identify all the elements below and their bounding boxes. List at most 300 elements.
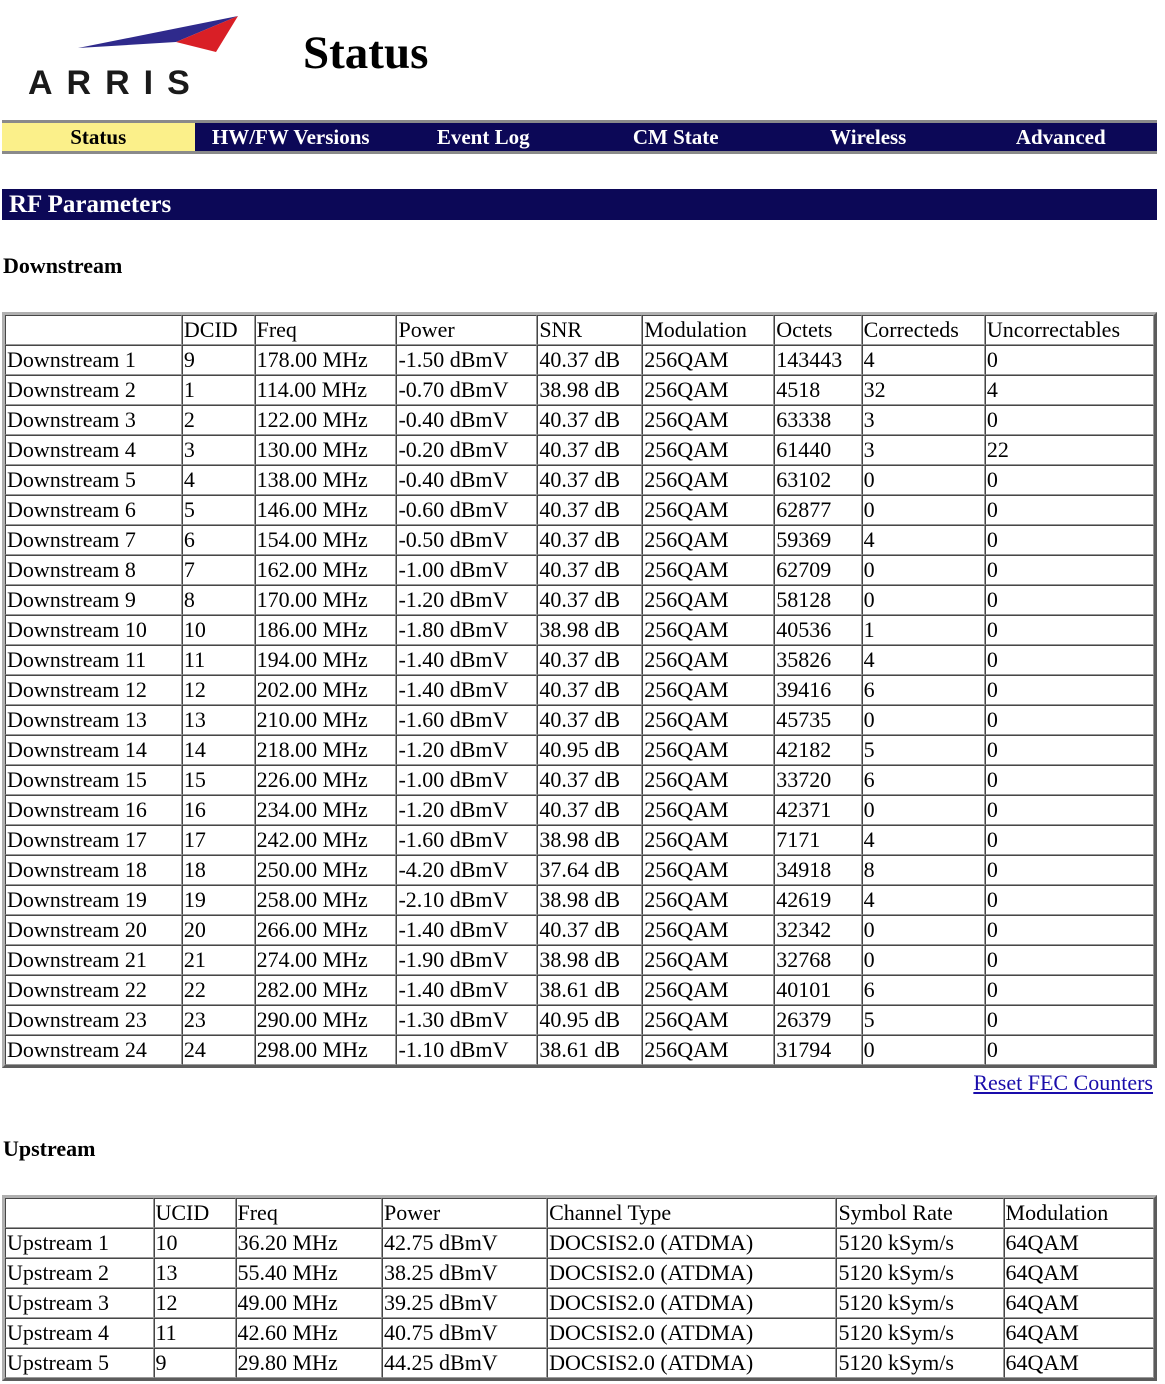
table-cell: Upstream 1 (5, 1228, 154, 1258)
table-cell: -1.20 dBmV (396, 795, 537, 825)
table-cell: 59369 (774, 525, 861, 555)
table-cell: 40536 (774, 615, 861, 645)
table-cell: Downstream 15 (5, 765, 182, 795)
table-cell: 26379 (774, 1005, 861, 1035)
table-cell: 0 (862, 915, 985, 945)
table-cell: 5120 kSym/s (836, 1318, 1003, 1348)
table-cell: 38.98 dB (537, 375, 642, 405)
table-cell: 5120 kSym/s (836, 1228, 1003, 1258)
table-cell: 0 (985, 495, 1154, 525)
table-cell: Downstream 2 (5, 375, 182, 405)
table-row (5, 765, 1154, 795)
logo-text: ARRIS (28, 64, 204, 102)
table-cell: DOCSIS2.0 (ATDMA) (547, 1228, 836, 1258)
table-cell: -0.70 dBmV (396, 375, 537, 405)
table-cell: 0 (985, 615, 1154, 645)
table-cell: Downstream 21 (5, 945, 182, 975)
table-cell: -1.60 dBmV (396, 705, 537, 735)
table-cell: 0 (985, 405, 1154, 435)
table-cell: -1.40 dBmV (396, 675, 537, 705)
table-cell: 298.00 MHz (255, 1035, 397, 1065)
table-cell: 0 (862, 795, 985, 825)
table-cell: Downstream 20 (5, 915, 182, 945)
table-cell: 4 (862, 885, 985, 915)
table-cell: 154.00 MHz (255, 525, 397, 555)
table-cell: 114.00 MHz (255, 375, 397, 405)
table-cell: -2.10 dBmV (396, 885, 537, 915)
table-cell: 250.00 MHz (255, 855, 397, 885)
table-cell: 282.00 MHz (255, 975, 397, 1005)
table-cell: 64QAM (1004, 1258, 1154, 1288)
table-cell: 0 (862, 495, 985, 525)
table-cell: 0 (985, 525, 1154, 555)
table-cell: 0 (862, 705, 985, 735)
table-cell: 256QAM (642, 525, 774, 555)
table-cell: 21 (182, 945, 255, 975)
table-row (5, 705, 1154, 735)
table-cell: 274.00 MHz (255, 945, 397, 975)
nav-wireless[interactable]: Wireless (830, 125, 907, 149)
table-cell: 32 (862, 375, 985, 405)
table-cell: 0 (985, 735, 1154, 765)
column-header: Channel Type (547, 1198, 836, 1228)
table-cell: 0 (985, 885, 1154, 915)
table-cell: 40.37 dB (537, 585, 642, 615)
table-cell: DOCSIS2.0 (ATDMA) (547, 1288, 836, 1318)
table-cell: -0.60 dBmV (396, 495, 537, 525)
table-cell: 23 (182, 1005, 255, 1035)
column-header: DCID (182, 315, 255, 345)
table-cell: 0 (862, 585, 985, 615)
table-cell: 2 (182, 405, 255, 435)
table-cell: 33720 (774, 765, 861, 795)
table-cell: 256QAM (642, 945, 774, 975)
table-cell: 61440 (774, 435, 861, 465)
table-cell: 5 (182, 495, 255, 525)
table-row (5, 915, 1154, 945)
table-cell: 256QAM (642, 345, 774, 375)
table-cell: -0.40 dBmV (396, 405, 537, 435)
table-cell: 256QAM (642, 975, 774, 1005)
table-cell: 38.61 dB (537, 1035, 642, 1065)
table-cell: 242.00 MHz (255, 825, 397, 855)
table-cell: 256QAM (642, 435, 774, 465)
table-cell: 162.00 MHz (255, 555, 397, 585)
table-cell: 256QAM (642, 1035, 774, 1065)
table-row (5, 465, 1154, 495)
table-cell: 45735 (774, 705, 861, 735)
table-cell: 0 (862, 1035, 985, 1065)
table-cell: 9 (182, 345, 255, 375)
table-cell: 64QAM (1004, 1288, 1154, 1318)
table-cell: 0 (985, 975, 1154, 1005)
table-cell: DOCSIS2.0 (ATDMA) (547, 1258, 836, 1288)
table-cell: 29.80 MHz (236, 1348, 383, 1378)
table-cell: -1.40 dBmV (396, 645, 537, 675)
table-cell: -0.20 dBmV (396, 435, 537, 465)
table-cell: Downstream 11 (5, 645, 182, 675)
table-cell: 5120 kSym/s (836, 1348, 1003, 1378)
table-cell: 4 (985, 375, 1154, 405)
table-cell: 6 (862, 765, 985, 795)
table-cell: 5120 kSym/s (836, 1288, 1003, 1318)
table-cell: 39416 (774, 675, 861, 705)
table-cell: 4518 (774, 375, 861, 405)
nav-hw-fw-versions[interactable]: HW/FW Versions (211, 125, 370, 149)
table-row (5, 615, 1154, 645)
table-cell: -1.10 dBmV (396, 1035, 537, 1065)
table-cell: 40.37 dB (537, 405, 642, 435)
table-cell: 11 (182, 645, 255, 675)
table-cell: 256QAM (642, 405, 774, 435)
table-cell: Downstream 1 (5, 345, 182, 375)
table-cell: Downstream 22 (5, 975, 182, 1005)
table-cell: 12 (182, 675, 255, 705)
nav-advanced[interactable]: Advanced (1015, 125, 1106, 149)
table-cell: 42.75 dBmV (382, 1228, 547, 1258)
table-cell: 122.00 MHz (255, 405, 397, 435)
table-cell: 170.00 MHz (255, 585, 397, 615)
table-cell: 40.37 dB (537, 915, 642, 945)
table-cell: 62877 (774, 495, 861, 525)
table-cell: 40.37 dB (537, 795, 642, 825)
table-row (5, 675, 1154, 705)
table-cell: 256QAM (642, 375, 774, 405)
table-cell: 18 (182, 855, 255, 885)
table-row (5, 495, 1154, 525)
table-cell: 256QAM (642, 915, 774, 945)
table-cell: DOCSIS2.0 (ATDMA) (547, 1318, 836, 1348)
table-cell: 218.00 MHz (255, 735, 397, 765)
table-cell: 63102 (774, 465, 861, 495)
table-cell: 11 (154, 1318, 236, 1348)
table-cell: 138.00 MHz (255, 465, 397, 495)
table-cell: Upstream 4 (5, 1318, 154, 1348)
table-cell: 40.37 dB (537, 435, 642, 465)
table-cell: 16 (182, 795, 255, 825)
table-cell: 256QAM (642, 765, 774, 795)
table-cell: 13 (182, 705, 255, 735)
table-cell: 40.95 dB (537, 735, 642, 765)
table-cell: 256QAM (642, 585, 774, 615)
nav-status[interactable]: Status (2, 123, 195, 151)
table-cell: 194.00 MHz (255, 645, 397, 675)
table-cell: 0 (985, 1035, 1154, 1065)
table-cell: Downstream 14 (5, 735, 182, 765)
table-cell: 42371 (774, 795, 861, 825)
table-cell: 0 (985, 915, 1154, 945)
table-row (5, 735, 1154, 765)
table-cell: 5 (862, 735, 985, 765)
table-cell: 8 (182, 585, 255, 615)
table-cell: 40.37 dB (537, 705, 642, 735)
table-cell: -1.40 dBmV (396, 975, 537, 1005)
table-cell: 31794 (774, 1035, 861, 1065)
table-header-row (5, 315, 1154, 345)
table-row (5, 555, 1154, 585)
table-cell: 4 (862, 825, 985, 855)
table-row (5, 1348, 1154, 1378)
table-cell: 1 (862, 615, 985, 645)
table-cell: 40.37 dB (537, 345, 642, 375)
table-cell: -1.60 dBmV (396, 825, 537, 855)
table-cell: 64QAM (1004, 1348, 1154, 1378)
table-cell: 37.64 dB (537, 855, 642, 885)
table-row (5, 825, 1154, 855)
nav-cm-state[interactable]: CM State (632, 125, 719, 149)
column-header: Power (382, 1198, 547, 1228)
table-row (5, 645, 1154, 675)
table-cell: 0 (985, 945, 1154, 975)
table-cell: 178.00 MHz (255, 345, 397, 375)
table-cell: 0 (985, 825, 1154, 855)
table-cell: 38.98 dB (537, 945, 642, 975)
column-header: Freq (255, 315, 397, 345)
table-cell: 15 (182, 765, 255, 795)
table-cell: Upstream 5 (5, 1348, 154, 1378)
table-cell: 64QAM (1004, 1228, 1154, 1258)
table-cell: 186.00 MHz (255, 615, 397, 645)
column-header: Modulation (642, 315, 774, 345)
table-cell: 3 (862, 405, 985, 435)
table-cell: 32768 (774, 945, 861, 975)
table-cell: 256QAM (642, 825, 774, 855)
table-cell: 256QAM (642, 645, 774, 675)
table-cell: -1.40 dBmV (396, 915, 537, 945)
table-cell: 63338 (774, 405, 861, 435)
table-row (5, 795, 1154, 825)
table-cell: Downstream 24 (5, 1035, 182, 1065)
table-cell: 40.37 dB (537, 645, 642, 675)
table-cell: 5 (862, 1005, 985, 1035)
table-cell: -1.90 dBmV (396, 945, 537, 975)
table-row (5, 525, 1154, 555)
column-header (5, 315, 182, 345)
table-cell: Downstream 9 (5, 585, 182, 615)
table-cell: 256QAM (642, 1005, 774, 1035)
table-cell: 3 (862, 435, 985, 465)
table-cell: 0 (985, 345, 1154, 375)
table-cell: 6 (862, 975, 985, 1005)
table-cell: -1.00 dBmV (396, 555, 537, 585)
table-cell: 226.00 MHz (255, 765, 397, 795)
table-cell: 5120 kSym/s (836, 1258, 1003, 1288)
table-cell: 256QAM (642, 615, 774, 645)
column-header: Uncorrectables (985, 315, 1154, 345)
table-cell: 24 (182, 1035, 255, 1065)
table-cell: 7171 (774, 825, 861, 855)
table-row (5, 1258, 1154, 1288)
table-cell: -1.50 dBmV (396, 345, 537, 375)
table-cell: 0 (862, 945, 985, 975)
table-cell: DOCSIS2.0 (ATDMA) (547, 1348, 836, 1378)
table-cell: 62709 (774, 555, 861, 585)
table-cell: -0.40 dBmV (396, 465, 537, 495)
table-cell: 0 (985, 765, 1154, 795)
table-row (5, 405, 1154, 435)
table-cell: 20 (182, 915, 255, 945)
table-cell: 266.00 MHz (255, 915, 397, 945)
table-cell: 4 (182, 465, 255, 495)
table-cell: Downstream 12 (5, 675, 182, 705)
nav-event-log[interactable]: Event Log (436, 125, 530, 149)
table-cell: 143443 (774, 345, 861, 375)
column-header: Power (396, 315, 537, 345)
table-cell: 32342 (774, 915, 861, 945)
column-header: Symbol Rate (836, 1198, 1003, 1228)
table-cell: 202.00 MHz (255, 675, 397, 705)
table-cell: 34918 (774, 855, 861, 885)
table-cell: -1.20 dBmV (396, 585, 537, 615)
table-cell: 6 (862, 675, 985, 705)
table-cell: 256QAM (642, 735, 774, 765)
column-header: Modulation (1004, 1198, 1154, 1228)
table-cell: 10 (182, 615, 255, 645)
table-cell: 36.20 MHz (236, 1228, 383, 1258)
table-row (5, 345, 1154, 375)
column-header: Freq (236, 1198, 383, 1228)
reset-fec-counters-link[interactable]: Reset FEC Counters (973, 1070, 1153, 1095)
table-cell: 7 (182, 555, 255, 585)
table-cell: Downstream 4 (5, 435, 182, 465)
table-row (5, 945, 1154, 975)
table-cell: 38.98 dB (537, 885, 642, 915)
table-cell: 44.25 dBmV (382, 1348, 547, 1378)
table-cell: 4 (862, 645, 985, 675)
table-cell: -1.20 dBmV (396, 735, 537, 765)
table-cell: 42.60 MHz (236, 1318, 383, 1348)
table-cell: 40.37 dB (537, 465, 642, 495)
table-cell: 64QAM (1004, 1318, 1154, 1348)
table-cell: 40.37 dB (537, 555, 642, 585)
table-cell: 4 (862, 525, 985, 555)
table-cell: 210.00 MHz (255, 705, 397, 735)
table-cell: Downstream 6 (5, 495, 182, 525)
table-cell: 0 (985, 795, 1154, 825)
table-cell: 0 (985, 465, 1154, 495)
table-cell: 39.25 dBmV (382, 1288, 547, 1318)
table-header-row (5, 1198, 1154, 1228)
column-header: UCID (154, 1198, 236, 1228)
table-cell: Upstream 2 (5, 1258, 154, 1288)
top-nav (2, 120, 1157, 154)
table-cell: Downstream 17 (5, 825, 182, 855)
table-cell: 17 (182, 825, 255, 855)
table-row (5, 885, 1154, 915)
table-row (5, 1035, 1154, 1065)
column-header: SNR (537, 315, 642, 345)
table-cell: -1.30 dBmV (396, 1005, 537, 1035)
table-cell: 290.00 MHz (255, 1005, 397, 1035)
table-cell: 55.40 MHz (236, 1258, 383, 1288)
table-cell: 38.61 dB (537, 975, 642, 1005)
table-cell: 35826 (774, 645, 861, 675)
table-cell: 234.00 MHz (255, 795, 397, 825)
table-cell: 0 (862, 465, 985, 495)
table-row (5, 1288, 1154, 1318)
upstream-heading: Upstream (3, 1136, 96, 1161)
table-cell: 0 (985, 1005, 1154, 1035)
table-row (5, 855, 1154, 885)
table-cell: Upstream 3 (5, 1288, 154, 1318)
table-cell: 1 (182, 375, 255, 405)
table-cell: 9 (154, 1348, 236, 1378)
table-cell: 130.00 MHz (255, 435, 397, 465)
table-cell: 146.00 MHz (255, 495, 397, 525)
table-cell: 0 (985, 705, 1154, 735)
table-cell: Downstream 23 (5, 1005, 182, 1035)
table-cell: Downstream 3 (5, 405, 182, 435)
table-cell: 8 (862, 855, 985, 885)
table-cell: -0.50 dBmV (396, 525, 537, 555)
table-cell: 0 (985, 855, 1154, 885)
table-cell: 0 (985, 675, 1154, 705)
table-cell: -4.20 dBmV (396, 855, 537, 885)
table-cell: 256QAM (642, 555, 774, 585)
table-cell: 22 (182, 975, 255, 1005)
table-row (5, 975, 1154, 1005)
table-cell: Downstream 13 (5, 705, 182, 735)
downstream-table (2, 312, 1157, 1068)
table-cell: Downstream 19 (5, 885, 182, 915)
table-cell: 12 (154, 1288, 236, 1318)
column-header: Correcteds (862, 315, 985, 345)
page-title: Status (303, 27, 429, 79)
table-cell: 256QAM (642, 705, 774, 735)
table-row (5, 1005, 1154, 1035)
table-cell: 258.00 MHz (255, 885, 397, 915)
page-header (0, 0, 1165, 115)
table-row (5, 585, 1154, 615)
table-cell: 256QAM (642, 795, 774, 825)
table-cell: 256QAM (642, 495, 774, 525)
table-cell: 19 (182, 885, 255, 915)
table-cell: 42619 (774, 885, 861, 915)
table-cell: 40.95 dB (537, 1005, 642, 1035)
column-header: Octets (774, 315, 861, 345)
table-cell: Downstream 10 (5, 615, 182, 645)
table-cell: 4 (862, 345, 985, 375)
table-cell: 58128 (774, 585, 861, 615)
table-cell: 0 (985, 585, 1154, 615)
table-row (5, 1228, 1154, 1258)
table-cell: 42182 (774, 735, 861, 765)
downstream-heading: Downstream (3, 253, 123, 278)
table-row (5, 435, 1154, 465)
table-cell: -1.80 dBmV (396, 615, 537, 645)
table-cell: 22 (985, 435, 1154, 465)
table-cell: Downstream 5 (5, 465, 182, 495)
table-cell: 40.37 dB (537, 675, 642, 705)
table-cell: 40.37 dB (537, 525, 642, 555)
table-cell: 256QAM (642, 885, 774, 915)
table-cell: 40.37 dB (537, 495, 642, 525)
table-cell: 3 (182, 435, 255, 465)
table-cell: 38.98 dB (537, 615, 642, 645)
table-cell: 256QAM (642, 675, 774, 705)
upstream-table (2, 1195, 1157, 1381)
table-cell: 40.37 dB (537, 765, 642, 795)
table-cell: Downstream 16 (5, 795, 182, 825)
table-cell: 40.75 dBmV (382, 1318, 547, 1348)
table-cell: 256QAM (642, 855, 774, 885)
table-cell: 0 (985, 555, 1154, 585)
table-cell: 256QAM (642, 465, 774, 495)
table-cell: 38.98 dB (537, 825, 642, 855)
table-cell: 0 (862, 555, 985, 585)
table-cell: 0 (985, 645, 1154, 675)
table-cell: 38.25 dBmV (382, 1258, 547, 1288)
